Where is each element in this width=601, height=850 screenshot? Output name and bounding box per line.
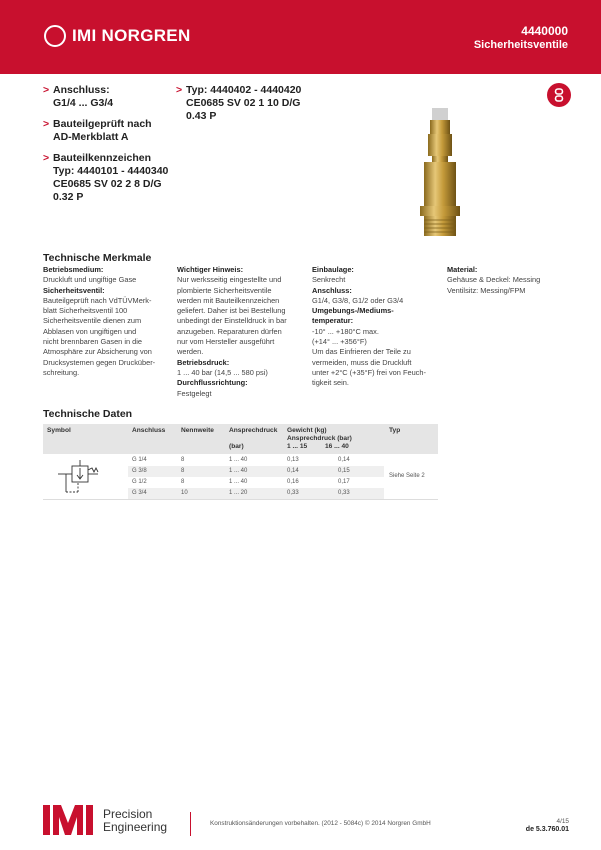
merkmale-col1	[43, 265, 173, 378]
feature-line: Bauteilgeprüft nach	[53, 118, 152, 130]
footer-note: Konstruktionsänderungen vorbehalten. (2012 - 5084c) © 2014 Norgren GmbH	[210, 820, 431, 827]
spec-text: Sicherheitsventile dienen zum	[43, 316, 142, 326]
spec-label: Betriebsmedium:	[43, 265, 104, 274]
spec-text: (+14° ... +356°F)	[312, 337, 367, 347]
feature-line: Bauteilkennzeichen	[53, 152, 152, 164]
cell-w2: 0,17	[338, 479, 350, 485]
cell-w2: 0,33	[338, 490, 350, 496]
cell-druck: 1 ... 20	[229, 490, 248, 496]
spec-label: Einbaulage:	[312, 265, 354, 274]
spec-text: plombierte Sicherheitsventile	[177, 285, 272, 295]
spec-text: Atmosphäre zur Absicherung von	[43, 347, 152, 357]
bullet-arrow-icon: >	[176, 84, 183, 96]
feature-line: AD-Merkblatt A	[53, 131, 129, 143]
footer-tagline-1: Precision	[103, 807, 153, 821]
feature-item	[43, 152, 183, 204]
spec-text: G1/4, G3/8, G1/2 oder G3/4	[312, 295, 404, 305]
bullet-arrow-icon: >	[43, 84, 50, 96]
feature-list-left	[43, 84, 183, 212]
table-header	[43, 424, 438, 454]
cell-nennweite: 8	[181, 479, 185, 485]
feature-line: Typ: 4440402 - 4440420	[186, 84, 302, 96]
spec-text: Abblasen von ungiftigen und	[43, 326, 137, 336]
spec-text: tigkeit sein.	[312, 378, 349, 388]
feature-list-right	[176, 84, 326, 131]
spec-label: temperatur:	[312, 316, 354, 326]
spec-text: unbedingt der Einstelldruck in bar	[177, 316, 287, 326]
spec-text: Nur werksseitig eingestellte und	[177, 275, 282, 285]
feature-line: 0.43 P	[186, 110, 217, 122]
cell-druck: 1 ... 40	[229, 479, 248, 485]
spec-label: Betriebsdruck:	[177, 357, 230, 367]
spec-text: Druckluft und ungiftige Gase	[43, 275, 137, 285]
cell-nennweite: 8	[181, 468, 185, 474]
feature-item	[176, 84, 326, 123]
spec-text: nicht brennbaren Gasen in die	[43, 337, 143, 347]
spec-text: Senkrecht	[312, 275, 346, 285]
merkmale-col4	[447, 265, 577, 296]
spec-text: Drucksystemen gegen Drucküber-	[43, 357, 156, 367]
feature-item	[43, 84, 183, 110]
spec-label: Material:	[447, 265, 478, 274]
spec-label: Umgebungs-/Mediums-	[312, 306, 394, 316]
cell-w1: 0,33	[287, 490, 299, 496]
imi-logo-icon	[43, 803, 101, 837]
spec-text: -10° ... +180°C max.	[312, 326, 379, 336]
bullet-arrow-icon: >	[43, 118, 50, 130]
table-row	[128, 477, 384, 488]
merkmale-col2	[177, 265, 307, 399]
link-icon[interactable]	[547, 83, 571, 107]
merkmale-title: Technische Merkmale	[43, 252, 152, 264]
col-gewicht: Gewicht (kg)	[287, 427, 327, 434]
footer-tagline	[103, 808, 167, 834]
cell-w1: 0,16	[287, 479, 299, 485]
table-row	[128, 488, 384, 499]
page-number: 4/15	[556, 818, 569, 825]
spec-text: werden.	[177, 347, 204, 357]
spec-label: Sicherheitsventil:	[43, 285, 105, 295]
cell-anschluss: G 3/4	[132, 490, 147, 496]
cell-w1: 0,14	[287, 468, 299, 474]
header-bar	[0, 0, 601, 74]
document-number: de 5.3.760.01	[525, 826, 569, 833]
feature-line: Typ: 4440101 - 4440340	[53, 165, 169, 177]
cell-w1: 0,13	[287, 457, 299, 463]
feature-line: 0.32 P	[53, 191, 84, 203]
brand-name: IMI NORGREN	[72, 26, 191, 45]
feature-line: Anschluss:	[53, 84, 110, 96]
feature-line: CE0685 SV 02 1 10 D/G	[186, 97, 301, 109]
spec-text: 1 ... 40 bar (14,5 ... 580 psi)	[177, 367, 268, 377]
table-row	[128, 455, 384, 466]
spec-text: anzugeben. Reparaturen dürfen	[177, 326, 282, 336]
cell-anschluss: G 1/4	[132, 457, 147, 463]
spec-text: Bauteilgeprüft nach VdTÜVMerk-	[43, 295, 152, 305]
col-ansprechdruck-unit: (bar)	[229, 443, 244, 450]
feature-line: CE0685 SV 02 2 8 D/G	[53, 178, 162, 190]
cell-druck: 1 ... 40	[229, 468, 248, 474]
col-anschluss: Anschluss	[132, 427, 166, 434]
spec-text: blatt Sicherheitsventil 100	[43, 306, 128, 316]
spec-text: Gehäuse & Deckel: Messing	[447, 275, 541, 285]
spec-text: geliefert. Daher ist bei Bestellung	[177, 306, 286, 316]
spec-text: werden mit Bauteilkennzeichen	[177, 295, 280, 305]
cell-anschluss: G 1/2	[132, 479, 147, 485]
col-range1: 1 ... 15	[287, 443, 308, 450]
spec-text: Festgelegt	[177, 388, 212, 398]
spec-label: Anschluss:	[312, 285, 352, 295]
product-title: Sicherheitsventile	[473, 39, 568, 51]
norgren-logo-icon	[44, 25, 66, 47]
spec-text: unter +2°C (+35°F) frei von Feuch-	[312, 367, 426, 377]
safety-valve-image	[410, 108, 470, 238]
cell-w2: 0,15	[338, 468, 350, 474]
col-nennweite: Nennweite	[181, 427, 214, 434]
typ-note: Siehe Seite 2	[389, 473, 425, 479]
col-symbol: Symbol	[47, 427, 71, 434]
bullet-arrow-icon: >	[43, 152, 50, 164]
col-typ: Typ	[389, 427, 401, 434]
cell-w2: 0,14	[338, 457, 350, 463]
spec-text: schreitung.	[43, 367, 80, 377]
spec-label: Durchflussrichtung:	[177, 378, 248, 388]
cell-druck: 1 ... 40	[229, 457, 248, 463]
col-ansprechdruck: Ansprechdruck	[229, 427, 278, 434]
feature-line: G1/4 ... G3/4	[53, 97, 114, 109]
footer-divider	[190, 812, 191, 836]
col-gewicht-sub: Ansprechdruck (bar)	[287, 435, 352, 442]
product-code: 4440000	[521, 24, 568, 38]
cell-anschluss: G 3/8	[132, 468, 147, 474]
cell-nennweite: 10	[181, 490, 188, 496]
daten-title: Technische Daten	[43, 408, 133, 420]
merkmale-col3	[312, 265, 442, 389]
spec-text: Ventilsitz: Messing/FPM	[447, 285, 526, 295]
feature-item	[43, 118, 183, 144]
spec-text: nur vom Hersteller ausgeführt	[177, 337, 275, 347]
spec-text: vermeiden, muss die Druckluft	[312, 357, 412, 367]
table-row	[128, 466, 384, 477]
valve-symbol-icon	[56, 458, 108, 496]
col-range2: 16 ... 40	[325, 443, 349, 450]
chain-link-icon	[552, 88, 566, 102]
spec-label: Wichtiger Hinweis:	[177, 265, 244, 274]
footer-tagline-2: Engineering	[103, 820, 168, 834]
cell-nennweite: 8	[181, 457, 185, 463]
spec-text: Um das Einfrieren der Teile zu	[312, 347, 411, 357]
